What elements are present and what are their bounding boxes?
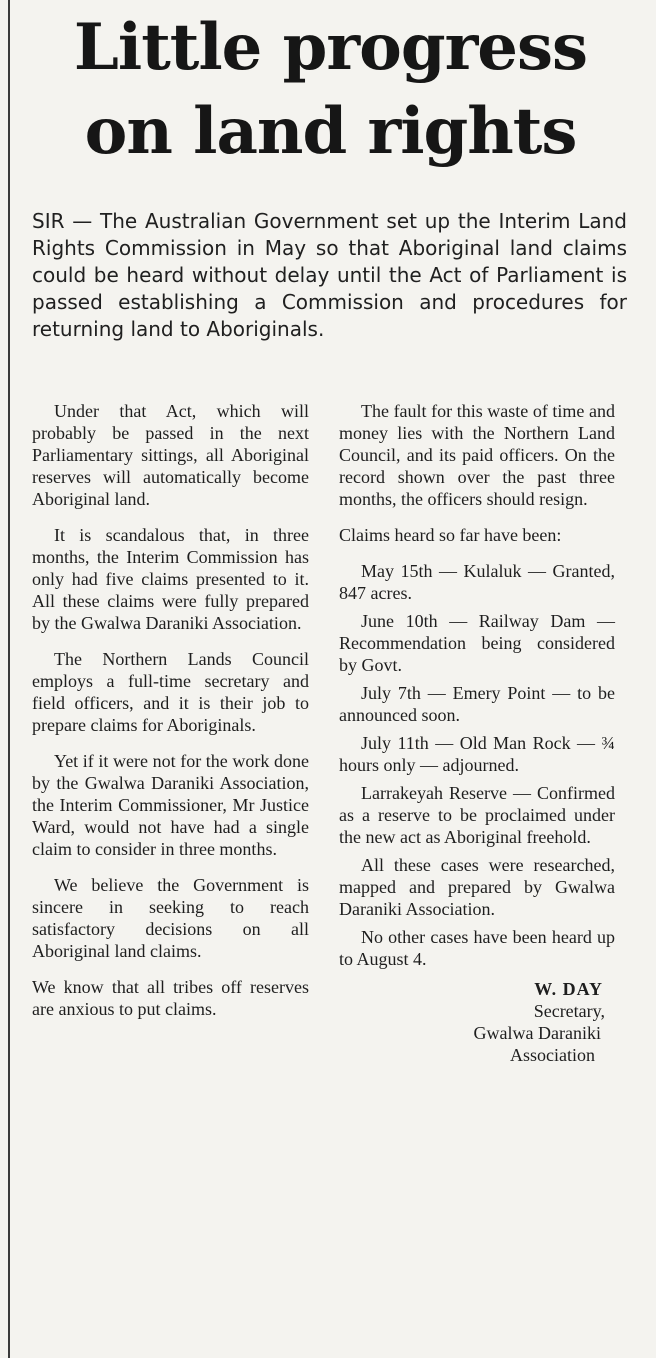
claim-item: Larrakeyah Reserve — Confirmed as a reserve to be proclaimed under the new act as Aboriginal freehold.: [339, 783, 615, 847]
left-paragraph: The Northern Lands Council employs a full-time secretary and field officers, and it is their job to prepare claims for Aboriginals.: [32, 649, 309, 735]
right-intro-paragraph: The fault for this waste of time and money lies with the Northern Land Council, and its paid officers. On the record shown over the past three months, the officers should resign.: [339, 401, 615, 509]
signature-organisation: Association: [510, 1045, 595, 1065]
claim-item: June 10th — Railway Dam — Recommendation being considered by Govt.: [339, 611, 615, 675]
signature-name: W. DAY: [534, 979, 603, 999]
left-column: [32, 400, 309, 1034]
newspaper-clipping: [18, 0, 643, 1358]
left-paragraph: We believe the Government is sincere in seeking to reach satisfactory decisions on all Aboriginal land claims.: [32, 875, 309, 961]
right-column: [339, 400, 615, 1066]
left-paragraph: We know that all tribes off reserves are anxious to put claims.: [32, 977, 309, 1019]
closing-paragraph: All these cases were researched, mapped and prepared by Gwalwa Daraniki Association.: [339, 855, 615, 919]
left-paragraph: It is scandalous that, in three months, the Interim Commission has only had five claims presented to it. All these claims were fully prepared by the Gwalwa Daraniki Association.: [32, 525, 309, 633]
claim-item: July 11th — Old Man Rock — ¾ hours only — adjourned.: [339, 733, 615, 775]
clipping-edge-rule: [8, 0, 10, 1358]
claim-item: May 15th — Kulaluk — Granted, 847 acres.: [339, 561, 615, 603]
headline: [18, 6, 643, 174]
headline-line-2: on land rights: [84, 94, 577, 169]
signature-title: Secretary,: [533, 1001, 605, 1021]
headline-line-1: Little progress: [73, 10, 588, 85]
claims-heading: Claims heard so far have been:: [339, 525, 562, 545]
lede-paragraph: SIR — The Australian Government set up the Interim Land Rights Commission in May so that Aboriginal land claims could be heard without delay until the Act of Parliament is passed establishing a Commission and procedures for returning land to Aboriginals.: [32, 209, 627, 341]
claim-item: July 7th — Emery Point — to be announced soon.: [339, 683, 615, 725]
signature-organisation: Gwalwa Daraniki: [473, 1023, 601, 1043]
left-paragraph: Under that Act, which will probably be passed in the next Parliamentary sittings, all Aboriginal reserves will automatically become Aboriginal land.: [32, 401, 309, 509]
left-paragraph: Yet if it were not for the work done by the Gwalwa Daraniki Association, the Interim Commissioner, Mr Justice Ward, would not have had a single claim to consider in three months.: [32, 751, 309, 859]
signature-block: [339, 978, 615, 1066]
closing-paragraph: No other cases have been heard up to August 4.: [339, 927, 615, 969]
